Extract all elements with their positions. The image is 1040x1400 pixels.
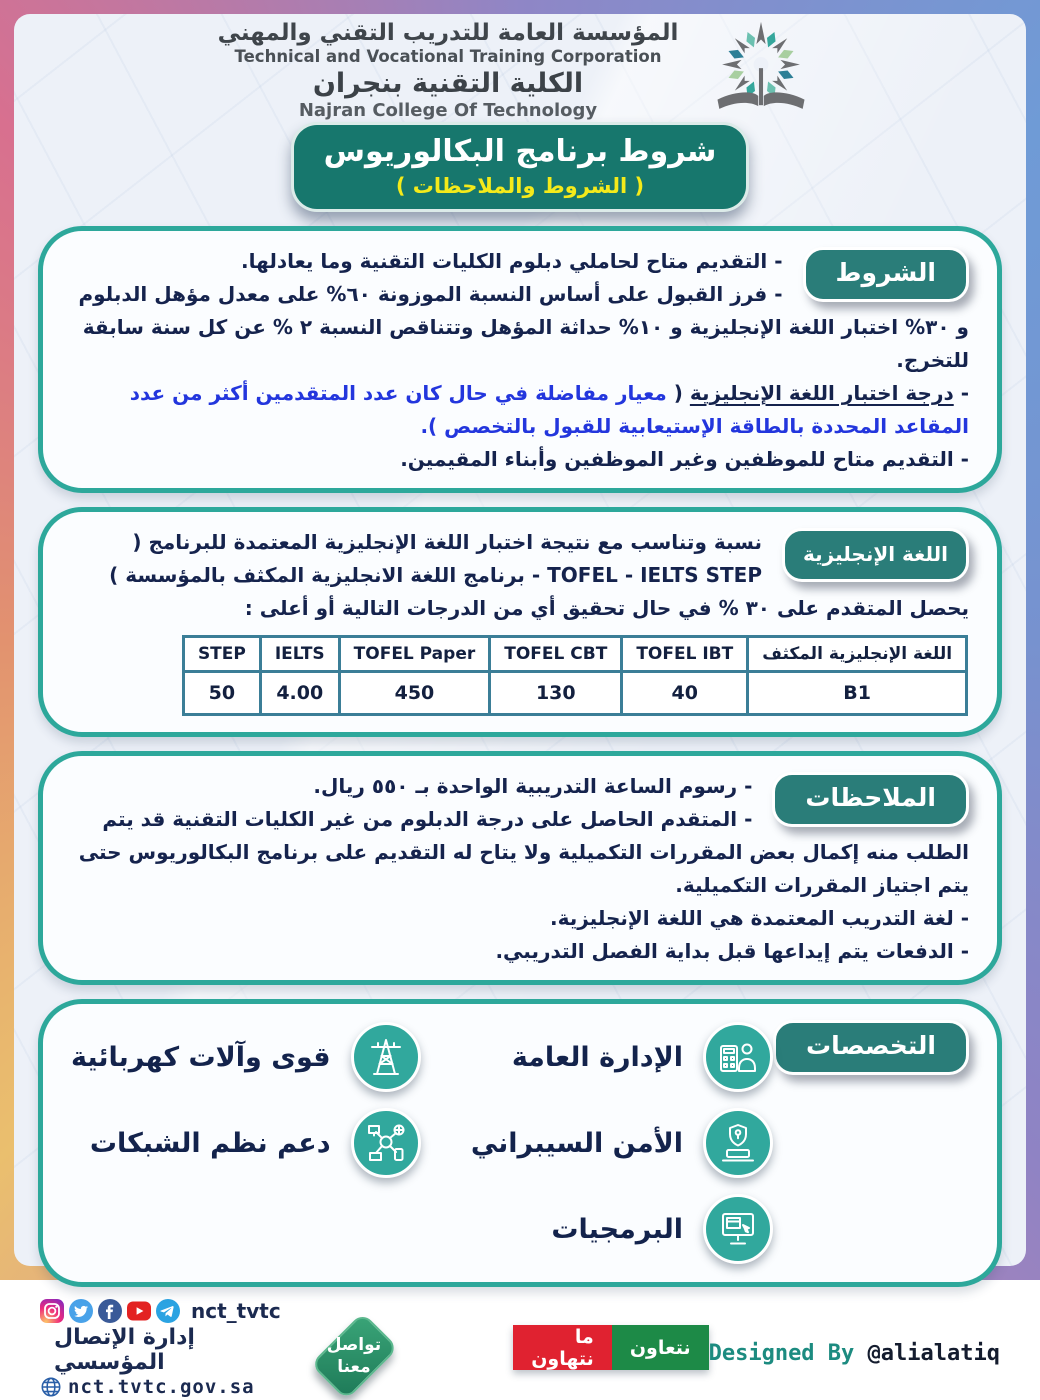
org-name-english: Technical and Vocational Training Corporation [234, 46, 662, 66]
slogan-red-segment: ما نتهاون [513, 1325, 612, 1370]
english-intro: نسبة وتناسب مع نتيجة اختبار اللغة الإنجليزية المعتمدة للبرنامج ( TOFEL - IELTS STEP - برنامج اللغة الانجليزية المكثف بالمؤسسة ) يحصل المتقدم على ٣٠ % في حال تحقيق أي من الدرجات التالية أو أعلى : [109, 530, 969, 620]
col-intensive-english: اللغة الإنجليزية المكثف [748, 637, 967, 672]
spec-label: البرمجيات [551, 1213, 684, 1245]
contact-us-badge [323, 1313, 386, 1399]
header [14, 14, 1026, 121]
spec-label: الأمن السيبراني [470, 1127, 684, 1159]
spec-cybersecurity [471, 1108, 773, 1178]
department-name: إدارة الإتصال المؤسسي [54, 1325, 195, 1375]
slogan-badge [513, 1325, 708, 1370]
facebook-icon [98, 1299, 122, 1323]
val-tofel-cbt: 130 [490, 672, 622, 715]
notes-badge: الملاحظات [772, 772, 969, 827]
col-tofel-cbt: TOFEL CBT [490, 637, 622, 672]
val-tofel-paper: 450 [339, 672, 490, 715]
page-title: شروط برنامج البكالوريوس [323, 134, 717, 169]
social-handle: nct_tvtc [191, 1299, 281, 1323]
college-name-english: Najran College Of Technology [298, 99, 598, 121]
telegram-icon [156, 1299, 180, 1323]
website-url: nct.tvtc.gov.sa [68, 1376, 255, 1398]
val-step: 50 [183, 672, 260, 715]
table-header-row [183, 637, 966, 672]
condition-underlined-phrase: درجة اختبار اللغة الإنجليزية [689, 381, 954, 405]
spec-label: دعم نظم الشبكات [89, 1127, 331, 1159]
spec-public-administration [512, 1022, 773, 1092]
page-subtitle: ( الشروط والملاحظات ) [395, 174, 645, 198]
col-tofel-ibt: TOFEL IBT [622, 637, 748, 672]
contact-us-text: تواصل معنا [326, 1334, 382, 1377]
footer [40, 1299, 1000, 1399]
note-item-1: - رسوم الساعة التدريبية الواحدة بـ ٥٥٠ ريال. [313, 774, 753, 798]
specializations-badge: التخصصات [773, 1020, 969, 1075]
twitter-icon [69, 1299, 93, 1323]
val-tofel-ibt: 40 [622, 672, 748, 715]
designed-by-label: Designed By [708, 1341, 855, 1366]
condition-highlight-phrase: معيار مفاضلة في حال كان عدد المتقدمين أكثر من عدد المقاعد المحددة بالطاقة الإستيعابية للقبول بالتخصص ). [129, 381, 969, 438]
note-item-4: - الدفعات يتم إيداعها قبل بداية الفصل التدريبي. [495, 939, 969, 963]
val-ielts: 4.00 [260, 672, 339, 715]
software-icon [703, 1194, 773, 1264]
college-name-arabic: الكلية التقنية بنجران [312, 67, 584, 99]
english-language-badge: اللغة الإنجليزية [782, 528, 969, 582]
condition-item-1: - التقديم متاح لحاملي دبلوم الكليات التقنية وما يعادلها. [241, 249, 783, 273]
header-text [218, 20, 679, 121]
specializations-badge-column [773, 1018, 969, 1270]
note-item-2: - المتقدم الحاصل على درجة الدبلوم من غير الكليات التقنية قد يتم الطلب منه إكمال بعض المقررات التكميلية ولا يتاح له التقديم على برنامج البكالوريوس حتى يتم اجتياز المقررات التكميلية. [78, 807, 969, 897]
specializations-card [38, 999, 1002, 1287]
col-tofel-paper: TOFEL Paper [339, 637, 490, 672]
condition-item-3: - درجة اختبار اللغة الإنجليزية ( معيار مفاضلة في حال كان عدد المتقدمين أكثر من عدد المقاعد المحددة بالطاقة الإستيعابية للقبول بالتخصص ). [129, 381, 969, 438]
col-ielts: IELTS [260, 637, 339, 672]
public-administration-icon [703, 1022, 773, 1092]
social-icons-row [40, 1299, 281, 1323]
globe-icon [40, 1376, 62, 1398]
designed-by [709, 1341, 1000, 1366]
spec-software [551, 1194, 773, 1264]
conditions-card [38, 226, 1002, 493]
spec-electrical-power-machines [71, 1022, 421, 1092]
slogan-green-segment: نتعاون [612, 1325, 709, 1370]
org-name-arabic: المؤسسة العامة للتدريب التقني والمهني [217, 19, 679, 46]
notes-card [38, 751, 1002, 985]
instagram-icon [40, 1299, 64, 1323]
conditions-badge: الشروط [803, 247, 969, 302]
spec-label: قوى وآلات كهربائية [71, 1041, 331, 1073]
specializations-grid [71, 1018, 773, 1270]
english-language-card [38, 507, 1002, 737]
designer-handle: @alialatiq [867, 1341, 1000, 1366]
electrical-power-machines-icon [351, 1022, 421, 1092]
english-scores-table [182, 635, 968, 716]
title-banner [291, 122, 749, 212]
youtube-icon [127, 1299, 151, 1323]
spec-network-systems-support [90, 1108, 421, 1178]
tvtc-logo [700, 20, 822, 120]
cybersecurity-icon [703, 1108, 773, 1178]
condition-item-4: - التقديم متاح للموظفين وغير الموظفين وأبناء المقيمين. [400, 447, 969, 471]
table-values-row [183, 672, 966, 715]
website-row [40, 1376, 281, 1398]
col-step: STEP [183, 637, 260, 672]
contact-column [40, 1299, 281, 1398]
condition-item-2: - فرز القبول على أساس النسبة الموزونة ٦٠% على معدل مؤهل الدبلوم و ٣٠% اختبار اللغة الإنجليزية و ١٠% حداثة المؤهل وتتناقص النسبة ٢ % عن كل سنة سابقة للتخرج. [78, 282, 969, 372]
note-item-3: - لغة التدريب المعتمدة هي اللغة الإنجليزية. [549, 906, 969, 930]
val-intensive-english: B1 [748, 672, 967, 715]
network-systems-support-icon [351, 1108, 421, 1178]
poster-canvas [14, 14, 1026, 1398]
spec-label: الإدارة العامة [511, 1041, 684, 1073]
